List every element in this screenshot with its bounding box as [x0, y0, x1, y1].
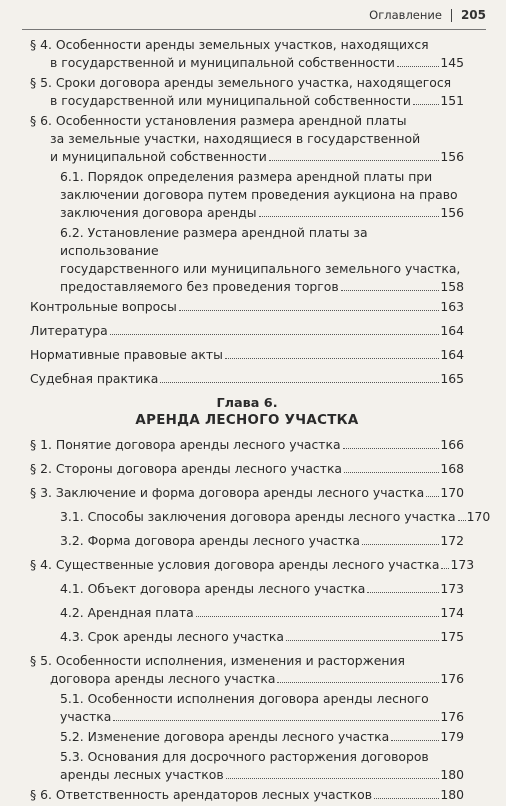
toc-page-number: 173 — [450, 557, 475, 572]
dot-leader — [441, 568, 449, 569]
dot-leader — [367, 592, 439, 593]
toc-page-number: 163 — [440, 299, 464, 314]
toc-entry-title: заключения договора аренды — [60, 205, 257, 220]
toc-entry-ch6-s5-1[interactable] — [30, 690, 464, 726]
toc-entry-line: § 5. Особенности исполнения, изменения и расторжения — [30, 653, 405, 668]
toc-entry-title: § 4. Существенные условия договора аренды лесного участка — [30, 557, 440, 572]
toc-page-number: 170 — [440, 485, 464, 500]
toc-entry-ch6-s3-2[interactable] — [30, 532, 464, 550]
toc-entry-line: за земельные участки, находящиеся в государственной — [50, 131, 421, 146]
toc-entry-line: § 6. Особенности установления размера арендной платы — [30, 113, 407, 128]
toc-entry-line-last — [30, 92, 464, 110]
toc-entry-line-last — [30, 148, 464, 166]
toc-entry-title: § 1. Понятие договора аренды лесного участка — [30, 437, 341, 452]
toc-entry-line-last — [60, 728, 464, 746]
toc-page-number: 145 — [440, 55, 464, 70]
dot-leader — [259, 216, 440, 217]
header-separator — [451, 9, 452, 22]
toc-entry-ch5-s6[interactable] — [30, 112, 464, 166]
toc-entry-title: Нормативные правовые акты — [30, 347, 223, 362]
toc-page-number: 158 — [440, 279, 464, 294]
toc-entry-line-last — [60, 532, 464, 550]
toc-entry-title: Литература — [30, 323, 108, 338]
toc-entry-line-last — [30, 436, 464, 454]
toc-entry-line-last — [30, 54, 464, 72]
toc-entry-title: § 3. Заключение и форма договора аренды лесного участка — [30, 485, 425, 500]
dot-leader — [110, 334, 440, 335]
toc-entry-title: аренды лесных участков — [60, 767, 224, 782]
toc-entry-normative-acts[interactable] — [30, 346, 464, 364]
toc-page-number: 156 — [440, 205, 464, 220]
toc-page-number: 179 — [440, 729, 464, 744]
toc-entry-line: 6.1. Порядок определения размера арендной платы при — [60, 169, 433, 184]
dot-leader — [458, 520, 466, 521]
toc-page-number: 176 — [440, 709, 464, 724]
toc-entry-literature[interactable] — [30, 322, 464, 340]
dot-leader — [160, 382, 439, 383]
toc-entry-ch6-s4[interactable] — [30, 556, 475, 574]
toc-entry-title: договора аренды лесного участка — [50, 671, 276, 686]
toc-entry-title: и муниципальной собственности — [50, 149, 267, 164]
toc-entry-title: § 2. Стороны договора аренды лесного участка — [30, 461, 343, 476]
toc-entry-title: 4.1. Объект договора аренды лесного участка — [60, 581, 366, 596]
toc-page-number: 165 — [440, 371, 464, 386]
toc-entry-title: 4.2. Арендная плата — [60, 605, 194, 620]
dot-leader — [179, 310, 440, 311]
dot-leader — [343, 448, 440, 449]
toc-page-number: 166 — [440, 437, 464, 452]
toc-entry-title: предоставляемого без проведения торгов — [60, 279, 339, 294]
dot-leader — [426, 496, 439, 497]
toc-entry-line-last — [30, 484, 464, 502]
toc-page-number: 172 — [440, 533, 464, 548]
dot-leader — [413, 104, 439, 105]
dot-leader — [113, 720, 439, 721]
toc-entry-line-last — [60, 628, 464, 646]
dot-leader — [286, 640, 439, 641]
toc-entry-line-last — [60, 204, 464, 222]
dot-leader — [341, 290, 440, 291]
toc-entry-ch6-s5-3[interactable] — [30, 748, 464, 784]
toc-entry-line-last — [60, 580, 464, 598]
toc-entry-line: 5.1. Особенности исполнения договора аренды лесного — [60, 691, 429, 706]
toc-entry-line: заключении договора путем проведения аукциона на право — [60, 187, 458, 202]
chapter-title: АРЕНДА ЛЕСНОГО УЧАСТКА — [135, 413, 359, 428]
toc-entry-ch5-s6-2[interactable] — [30, 224, 464, 296]
dot-leader — [277, 682, 439, 683]
toc-entry-title: 4.3. Срок аренды лесного участка — [60, 629, 284, 644]
toc-entry-ch6-s4-2[interactable] — [30, 604, 464, 622]
toc-entry-line-last — [30, 370, 464, 388]
toc-entry-control-questions[interactable] — [30, 298, 464, 316]
toc-entry-line: государственного или муниципального земельного участка, — [60, 261, 461, 276]
toc-entry-ch6-s2[interactable] — [30, 460, 464, 478]
toc-page-number: 176 — [440, 671, 464, 686]
toc-entry-line-last — [30, 556, 475, 574]
toc-entry-title: § 6. Ответственность арендаторов лесных участков — [30, 787, 373, 802]
toc-entry-title: 3.2. Форма договора аренды лесного участка — [60, 533, 360, 548]
dot-leader — [226, 778, 440, 779]
dot-leader — [269, 160, 440, 161]
toc-entry-line: § 5. Сроки договора аренды земельного участка, находящегося — [30, 75, 452, 90]
toc-page-number: 180 — [440, 787, 464, 802]
toc-entry-ch6-s1[interactable] — [30, 436, 464, 454]
chapter-heading — [30, 396, 464, 430]
dot-leader — [362, 544, 439, 545]
toc-page-number: 168 — [440, 461, 464, 476]
toc-entry-line-last — [60, 604, 464, 622]
dot-leader — [344, 472, 439, 473]
toc-entry-line-last — [30, 346, 464, 364]
toc-entry-line-last — [30, 786, 464, 804]
toc-entry-ch6-s6[interactable] — [30, 786, 464, 804]
running-header-section: Оглавление — [369, 8, 442, 22]
toc-entry-line-last — [30, 298, 464, 316]
toc-entry-line: § 4. Особенности аренды земельных участков, находящихся — [30, 37, 429, 52]
toc-entry-title: 3.1. Способы заключения договора аренды лесного участка — [60, 509, 456, 524]
toc-entry-title: Судебная практика — [30, 371, 159, 386]
table-of-contents — [30, 36, 491, 806]
toc-entry-title: Контрольные вопросы — [30, 299, 177, 314]
toc-page-number: 151 — [440, 93, 464, 108]
toc-entry-ch5-s6-1[interactable] — [30, 168, 464, 222]
toc-entry-title: 5.2. Изменение договора аренды лесного участка — [60, 729, 390, 744]
toc-entry-line-last — [30, 322, 464, 340]
toc-page-number: 173 — [440, 581, 464, 596]
toc-page-number: 175 — [440, 629, 464, 644]
toc-entry-ch6-s5[interactable] — [30, 652, 464, 688]
dot-leader — [391, 740, 439, 741]
header-rule — [22, 29, 486, 30]
toc-entry-line-last — [60, 766, 464, 784]
toc-entry-title: в государственной и муниципальной собственности — [50, 55, 395, 70]
toc-entry-title: в государственной или муниципальной собственности — [50, 93, 411, 108]
toc-entry-line-last — [60, 278, 464, 296]
toc-entry-line-last — [30, 670, 464, 688]
toc-entry-ch6-s3-1[interactable] — [30, 508, 491, 526]
toc-entry-line-last — [60, 508, 491, 526]
dot-leader — [196, 616, 440, 617]
toc-page-number: 156 — [440, 149, 464, 164]
toc-entry-ch6-s4-1[interactable] — [30, 580, 464, 598]
dot-leader — [374, 798, 439, 799]
toc-page-number: 164 — [440, 347, 464, 362]
toc-entry-ch6-s4-3[interactable] — [30, 628, 464, 646]
page-number: 205 — [460, 8, 486, 22]
toc-entry-ch6-s3[interactable] — [30, 484, 464, 502]
toc-page-number: 180 — [440, 767, 464, 782]
toc-page-number: 170 — [466, 509, 491, 524]
toc-entry-ch6-s5-2[interactable] — [30, 728, 464, 746]
toc-entry-ch5-s5[interactable] — [30, 74, 464, 110]
toc-entry-line-last — [30, 460, 464, 478]
toc-entry-court-practice[interactable] — [30, 370, 464, 388]
toc-entry-line-last — [60, 708, 464, 726]
toc-entry-title: участка — [60, 709, 112, 724]
toc-entry-line: 6.2. Установление размера арендной платы за использование — [60, 225, 368, 258]
toc-page-number: 174 — [440, 605, 464, 620]
toc-page-number: 164 — [440, 323, 464, 338]
chapter-number: Глава 6. — [216, 396, 278, 411]
dot-leader — [397, 66, 439, 67]
running-header — [369, 8, 486, 22]
toc-entry-ch5-s4[interactable] — [30, 36, 464, 72]
dot-leader — [225, 358, 439, 359]
toc-entry-line: 5.3. Основания для досрочного расторжения договоров — [60, 749, 429, 764]
